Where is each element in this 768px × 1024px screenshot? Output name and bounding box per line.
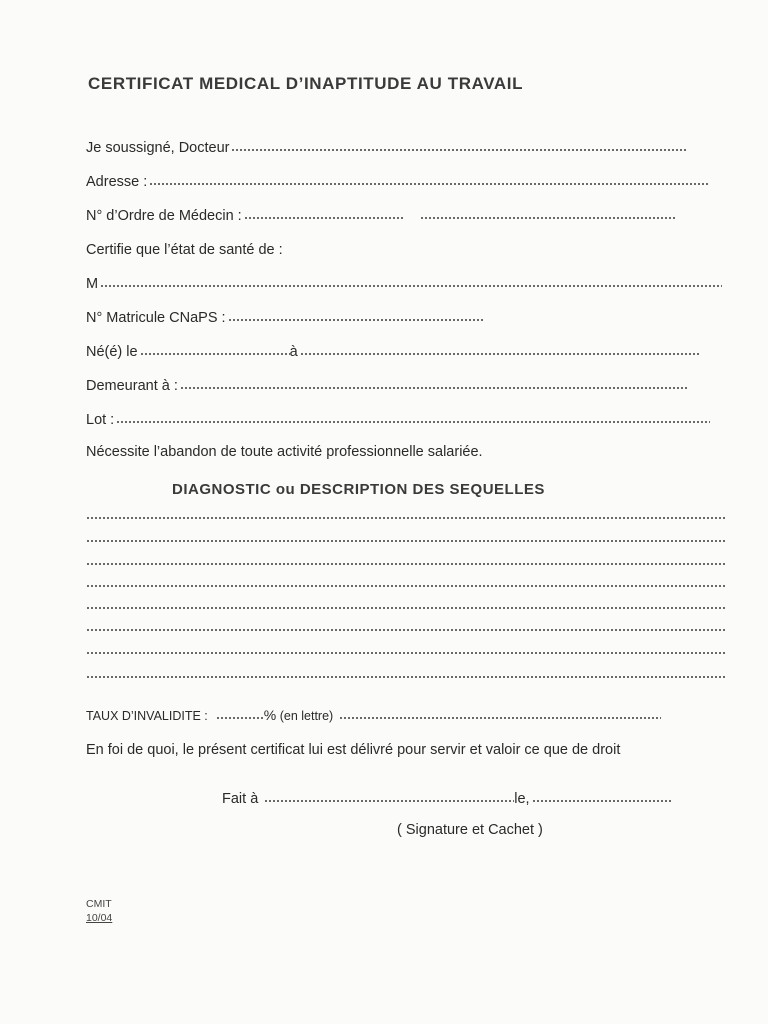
invalidity-label: TAUX D’INVALIDITE : <box>86 709 208 723</box>
lot-fill-line <box>116 420 710 424</box>
doctor-label: Je soussigné, Docteur <box>86 140 230 156</box>
lot-label: Lot : <box>86 412 115 428</box>
residence-fill-line <box>180 386 688 390</box>
birth-place-label: à <box>289 344 298 360</box>
birth-field[interactable] <box>86 343 731 361</box>
birth-label: Né(é) le <box>86 344 138 360</box>
order-number-fill-line-1 <box>244 216 404 220</box>
diagnostic-line[interactable] <box>86 584 726 588</box>
diagnostic-line[interactable] <box>86 562 726 566</box>
address-label: Adresse : <box>86 174 148 190</box>
cnaps-fill-line <box>228 318 483 322</box>
signature-label: ( Signature et Cachet ) <box>397 822 543 838</box>
name-label: M <box>86 276 99 292</box>
form-version: 10/04 <box>86 912 113 924</box>
doctor-field[interactable] <box>86 139 731 157</box>
invalidity-percent-fill-line <box>216 716 264 720</box>
residence-label: Demeurant à : <box>86 378 178 394</box>
diagnostic-line[interactable] <box>86 606 726 610</box>
order-number-field[interactable] <box>86 207 731 225</box>
made-at-field[interactable] <box>222 790 692 808</box>
residence-field[interactable] <box>86 377 731 395</box>
diagnostic-line[interactable] <box>86 651 726 655</box>
lot-field[interactable] <box>86 411 731 429</box>
diagnostic-line[interactable] <box>86 539 726 543</box>
invalidity-letters-label: (en lettre) <box>279 709 334 723</box>
invalidity-percent-sign: % <box>263 707 277 723</box>
made-at-fill-line <box>264 799 514 803</box>
address-fill-line <box>149 182 709 186</box>
diagnostic-line[interactable] <box>86 675 726 679</box>
signature-line <box>397 821 597 839</box>
diagnostic-title: DIAGNOSTIC ou DESCRIPTION DES SEQUELLES <box>172 481 545 498</box>
name-fill-line <box>100 284 722 288</box>
necessity-line <box>86 443 731 461</box>
form-code: CMIT <box>86 898 112 910</box>
invalidity-field[interactable] <box>86 706 731 725</box>
doctor-fill-line <box>231 148 686 152</box>
necessity-text: Nécessite l’abandon de toute activité professionnelle salariée. <box>86 444 483 460</box>
birth-place-fill-line <box>300 352 700 356</box>
certifies-label: Certifie que l’état de santé de : <box>86 242 283 258</box>
date-label: le, <box>514 791 530 807</box>
order-number-fill-line-2 <box>420 216 675 220</box>
attestation-line <box>86 741 756 759</box>
invalidity-letters-fill-line <box>339 716 661 720</box>
birth-date-fill-line <box>140 352 290 356</box>
cnaps-label: N° Matricule CNaPS : <box>86 310 226 326</box>
certifies-line <box>86 241 731 259</box>
made-at-label: Fait à <box>222 791 259 807</box>
cnaps-field[interactable] <box>86 309 731 327</box>
order-number-label: N° d’Ordre de Médecin : <box>86 208 242 224</box>
diagnostic-line[interactable] <box>86 516 726 520</box>
attestation-text: En foi de quoi, le présent certificat lui est délivré pour servir et valoir ce que de droit <box>86 742 621 758</box>
address-field[interactable] <box>86 173 731 191</box>
date-fill-line <box>532 799 672 803</box>
diagnostic-line[interactable] <box>86 628 726 632</box>
page-title: CERTIFICAT MEDICAL D’INAPTITUDE AU TRAVAIL <box>88 74 524 93</box>
name-field[interactable] <box>86 275 731 293</box>
